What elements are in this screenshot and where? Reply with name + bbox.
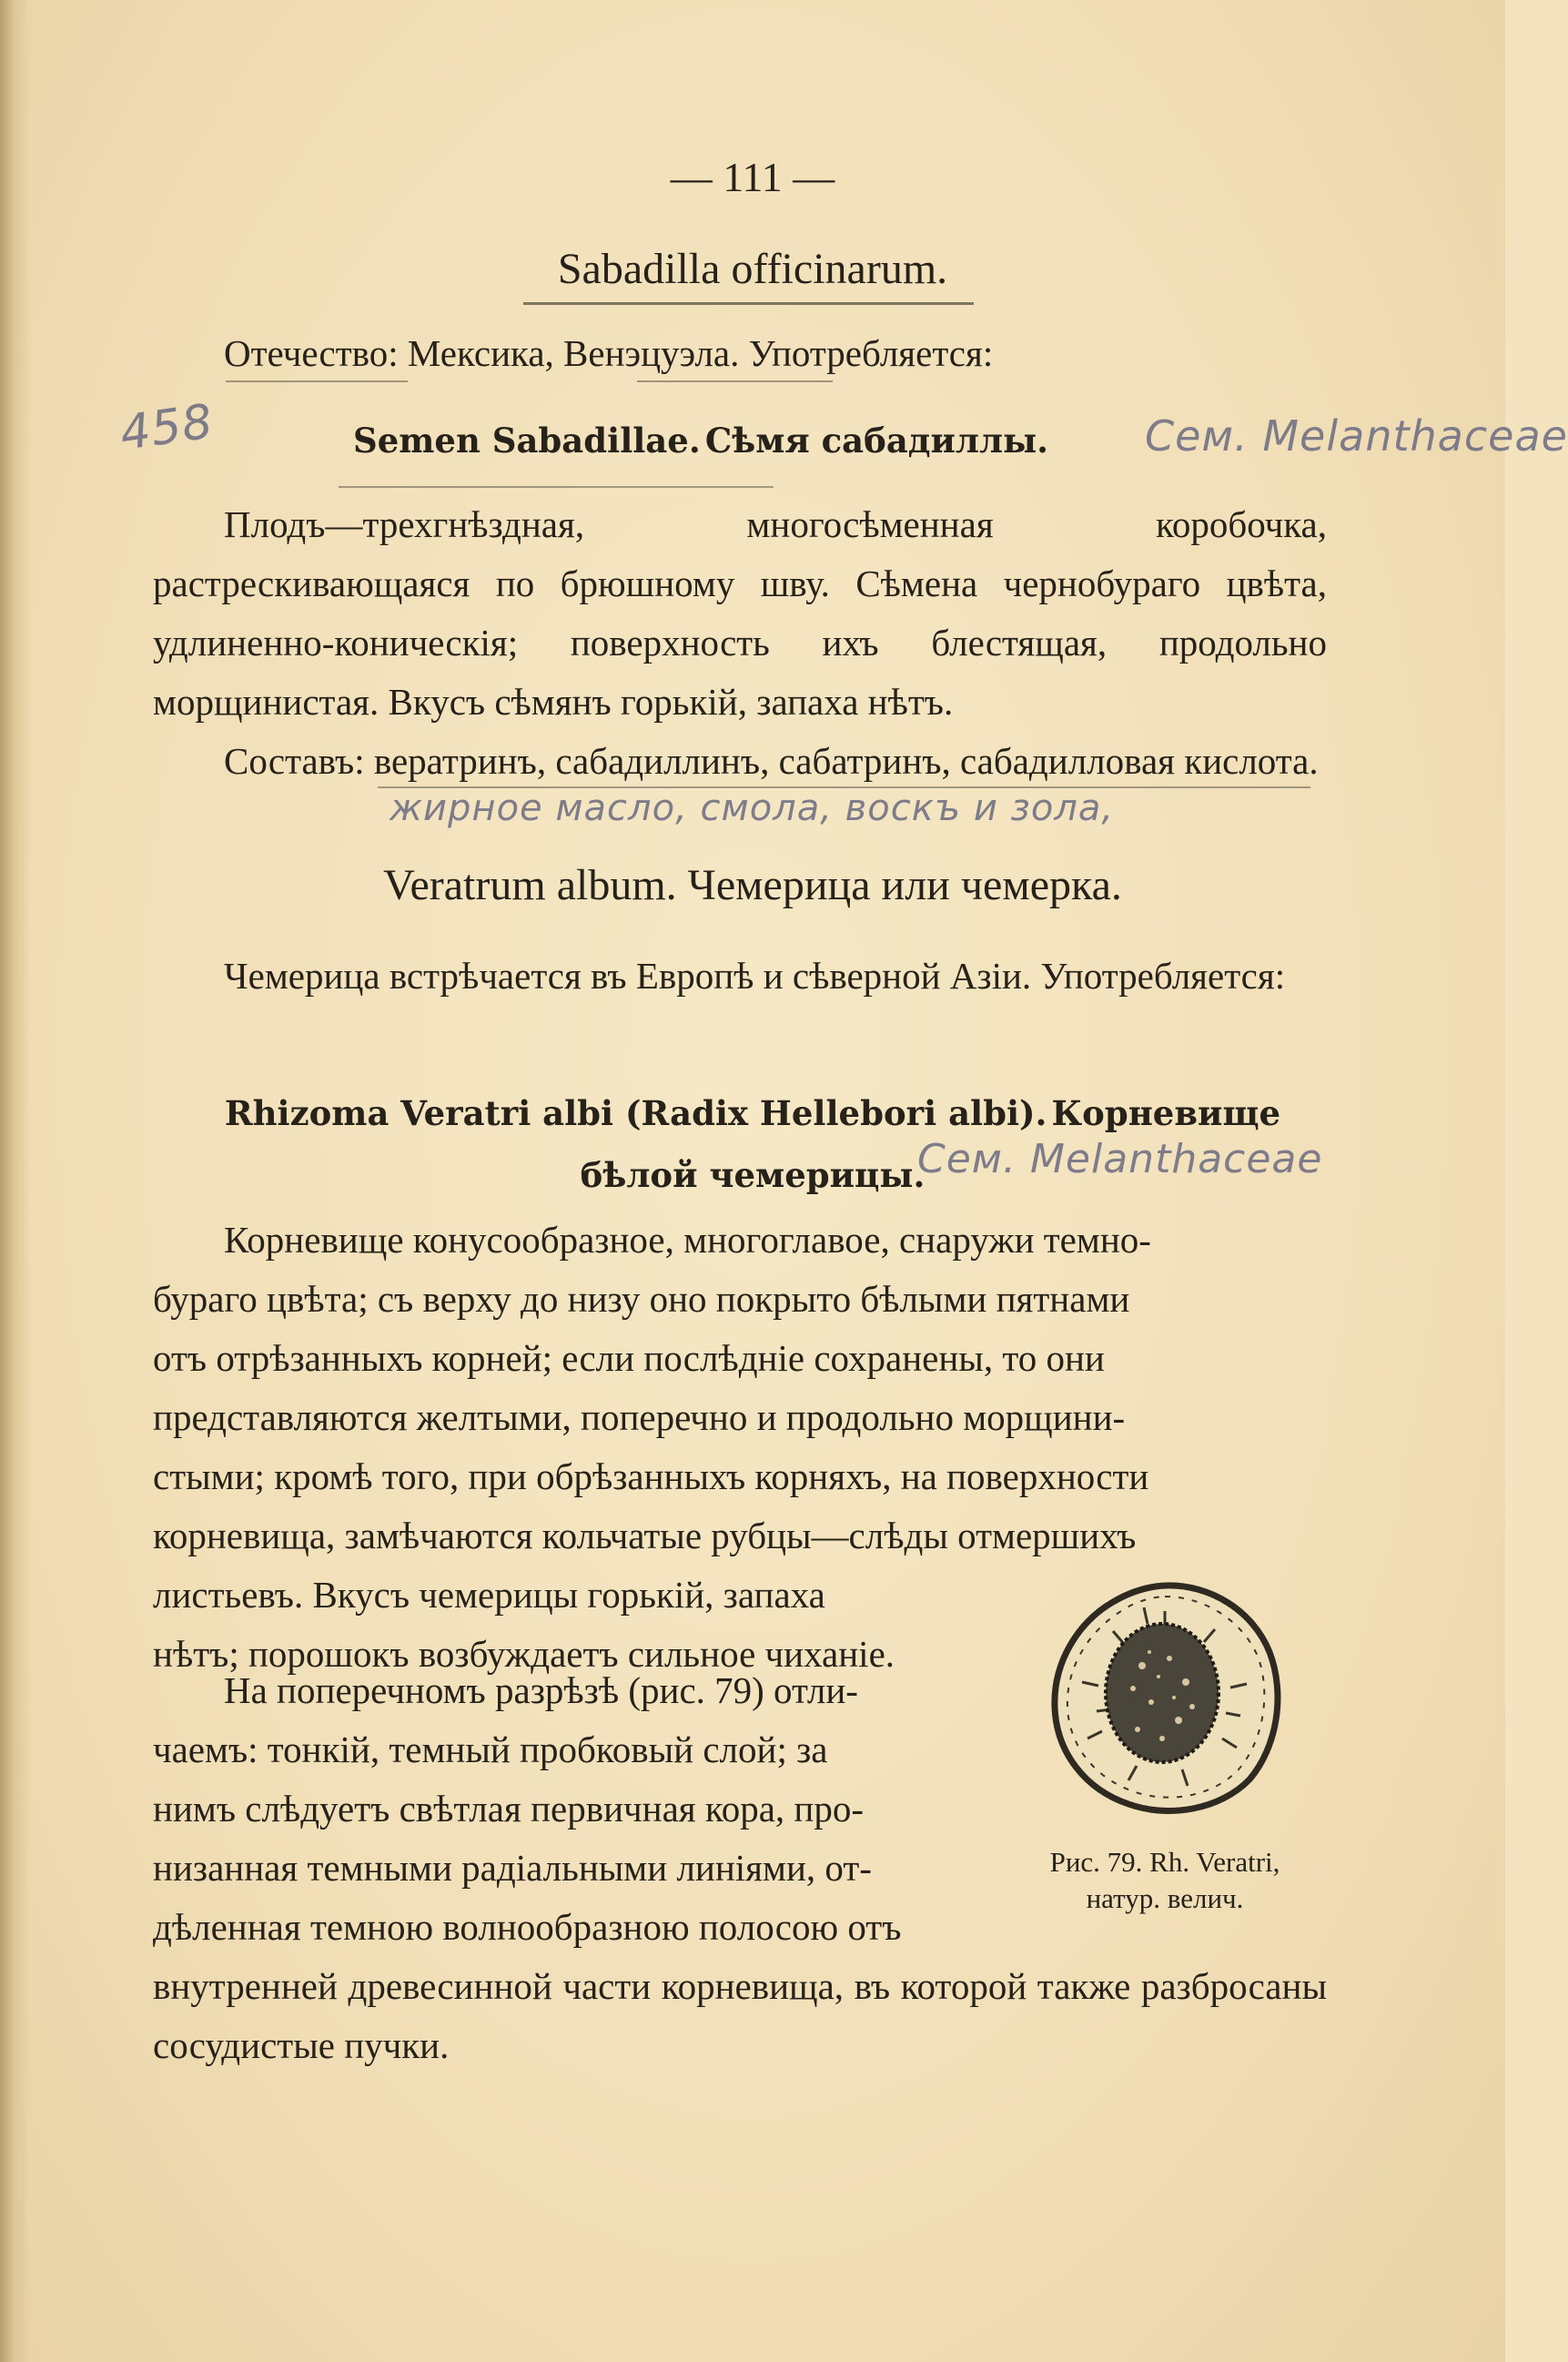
origin-underline-2: [637, 380, 833, 382]
desc-line-3: отъ отрѣзанныхъ корней; если послѣдніе сохранены, то они: [153, 1337, 1105, 1379]
intro-text-veratrum: Чемерица встрѣчается въ Европѣ и сѣверной Азіи. Употребляется:: [224, 955, 1286, 997]
section-line-2: чаемъ: тонкій, темный пробковый слой; за: [153, 1728, 828, 1770]
figure-caption-line2: натур. велич.: [1086, 1882, 1244, 1914]
desc-line-4: представляются желтыми, поперечно и продольно морщини-: [153, 1396, 1126, 1438]
drug-russian-veratrum-line2: бѣлой чемерицы.: [580, 1155, 926, 1195]
section-title-veratrum: Veratrum album. Чемерица или чемерка.: [383, 861, 1122, 909]
drug-russian-veratrum-line1: Корневище: [1051, 1093, 1281, 1133]
section-line-1: На поперечномъ разрѣзѣ (рис. 79) отли-: [224, 1669, 858, 1711]
drug-latin-veratrum: Rhizoma Veratri albi (Radix Hellebori albi).: [224, 1093, 1047, 1133]
rhizome-cross-section-figure: [1042, 1575, 1288, 1820]
drug-latin-sabadilla: Semen Sabadillae.: [353, 421, 701, 461]
desc-line-1: Корневище конусообразное, многоглавое, снаружи темно-: [224, 1219, 1151, 1261]
margin-number-handwritten: 458: [116, 394, 217, 461]
handwritten-family-note-sabadilla: Сем. Melanthaceae: [1145, 411, 1568, 461]
description-sabadilla: [153, 495, 1327, 732]
section-line-4: низанная темными радіальными линіями, от-: [153, 1847, 872, 1889]
section-line-5: дѣленная темною волнообразною полосою отъ: [153, 1906, 902, 1948]
handwritten-composition-note: жирное масло, смола, воскъ и зола,: [389, 787, 1115, 829]
title-underline-sabadilla: [523, 302, 974, 305]
page-number: — 111 —: [670, 154, 835, 200]
section-line-3: нимъ слѣдуетъ свѣтлая первичная кора, про-: [153, 1788, 865, 1830]
drug-heading-sabadilla: [353, 421, 1048, 461]
composition-text: Составъ: вератринъ, сабадиллинъ, сабатринъ, сабадилловая кислота.: [224, 740, 1319, 782]
desc-line-7: листьевъ. Вкусъ чемерицы горькій, запаха: [153, 1574, 825, 1616]
cross-section-veratrum: [153, 1661, 972, 1957]
drug-underline-sabadilla: [339, 486, 774, 488]
cross-section-veratrum-tail: [153, 1957, 1327, 2075]
desc-line-6: корневища, замѣчаются кольчатые рубцы—слѣды отмершихъ: [153, 1515, 1137, 1556]
origin-line: [153, 324, 1327, 383]
description-text-sabadilla: Плодъ—трехгнѣздная, многосѣменная коробочка, растрескивающаяся по брюшному шву. Сѣмена чернобураго цвѣта, удлиненно-коническія; поверхность ихъ блестящая, продольно морщинистая. Вкусъ сѣмянъ горькій, запаха нѣтъ.: [153, 503, 1327, 723]
drug-russian-sabadilla: Сѣмя сабадиллы.: [704, 421, 1049, 461]
figure-caption-line1: Рис. 79. Rh. Veratri,: [1049, 1846, 1280, 1878]
origin-underline-1: [226, 380, 408, 382]
desc-line-5: стыми; кромѣ того, при обрѣзанныхъ корняхъ, на поверхности: [153, 1455, 1149, 1497]
figure-caption: [992, 1844, 1338, 1917]
origin-text: Отечество: Мексика, Венэцуэла. Употребляется:: [224, 332, 994, 374]
description-veratrum: [153, 1211, 1327, 1566]
intro-veratrum: [153, 947, 1327, 1006]
desc-line-8: нѣтъ; порошокъ возбуждаетъ сильное чиханіе.: [153, 1633, 895, 1675]
handwritten-family-note-veratrum: Сем. Melanthaceae: [917, 1136, 1323, 1182]
section-title-sabadilla: Sabadilla officinarum.: [557, 245, 948, 293]
desc-line-2: бураго цвѣта; съ верху до низу оно покрыто бѣлыми пятнами: [153, 1278, 1130, 1320]
composition-sabadilla: [153, 732, 1327, 791]
section-tail-text: внутренней древесинной части корневища, въ которой также разбросаны сосудистые пучки.: [153, 1965, 1327, 2066]
